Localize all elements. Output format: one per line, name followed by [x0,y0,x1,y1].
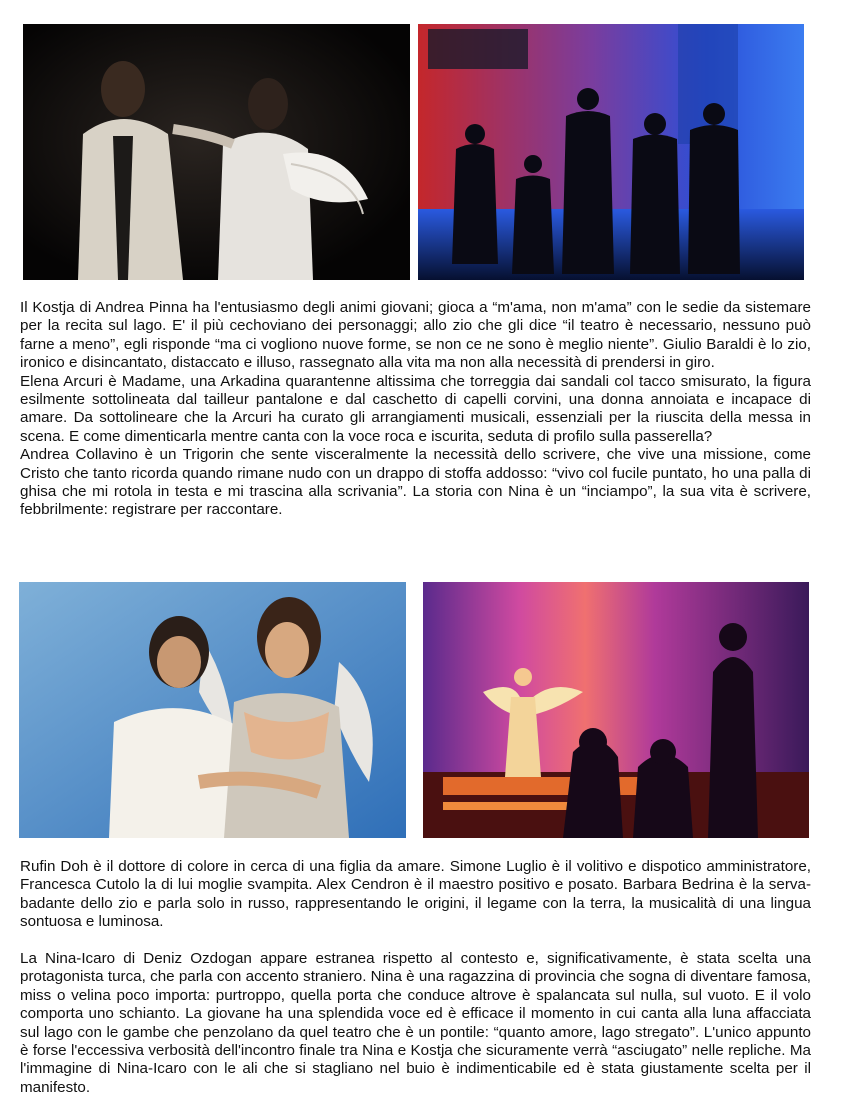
paragraph: Andrea Collavino è un Trigorin che sente visceralmente la necessità dello scrivere, che vive una missione, come Cristo che tanto ricorda quando rimane nudo con un drappo di stoffa addosso: “vivo col fucile puntato, ho una palla di ghisa che mi rotola in testa e mi trascina alla scrivania”. La storia con Nina è un “inciampo”, la sua vita è scrivere, febbrilmente: registrare per raccontare. [20,446,811,519]
paragraph: Il Kostja di Andrea Pinna ha l'entusiasmo degli animi giovani; gioca a “m'ama, non m'ama” con le sedie da sistemare per la recita sul lago. E' il più cechoviano dei personaggi; allo zio che gli dice “il teatro è necessario, nessuno può farne a meno”, egli risponde “ma ci vogliono nuove forme, se non ce ne sono è meglio niente”. Giulio Baraldi è lo zio, ironico e disincantato, distaccato e illuso, rassegnato alla vita ma non alla necessità di prendersi in giro. [20,299,811,372]
stage-photo-nina-icaro [423,582,809,838]
article-text-bottom [20,858,811,1097]
paragraph: Elena Arcuri è Madame, una Arkadina quarantenne altissima che torreggia dai sandali col tacco smisurato, la figura esilmente sottolineata dal tailleur pantalone e dal caschetto di capelli corvini, una donna annoiata e incapace di amare. Da sottolineare che la Arcuri ha curato gli arrangiamenti musicali, essenziali per la riuscita della messa in scena. E come dimenticarla mentre canta con la voce roca e iscurita, seduta di profilo sulla passerella? [20,372,811,445]
stage-photo-kostja-nina [23,24,410,280]
stage-photo-trigorin-nina [19,582,406,838]
stage-photo-silhouettes [418,24,804,280]
paragraph: Rufin Doh è il dottore di colore in cerca di una figlia da amare. Simone Luglio è il volitivo e dispotico amministratore, Francesca Cutolo la di lui moglie svampita. Alex Cendron è il maestro positivo e posato. Barbara Bedrina è la serva-badante dello zio e parla solo in russo, rappresentando le origini, il legame con la terra, la musicalità di una lingua sontuosa e luminosa. [20,858,811,931]
paragraph: La Nina-Icaro di Deniz Ozdogan appare estranea rispetto al contesto e, significativamente, è stata scelta una protagonista turca, che parla con accento straniero. Nina è una ragazzina di provincia che sogna di diventare famosa, miss o velina poco importa: purtroppo, quella porta che conduce altrove è spalancata sul nulla, sul vuoto. E il volo comporta uno schianto. La giovane ha una splendida voce ed è efficace il momento in cui canta alla luna affacciata sul lago con le gambe che penzolano da quel teatro che è un pontile: “quanto amore, lago stregato”. L'unico appunto è forse l'eccessiva verbosità dell'incontro finale tra Nina e Kostja che sicuramente verrà “asciugato” nelle repliche. Ma l'immagine di Nina-Icaro con le ali che si stagliano nel buio è indimenticabile ed è stata giustamente scelta per il manifesto. [20,950,811,1096]
article-text-top [20,299,811,520]
